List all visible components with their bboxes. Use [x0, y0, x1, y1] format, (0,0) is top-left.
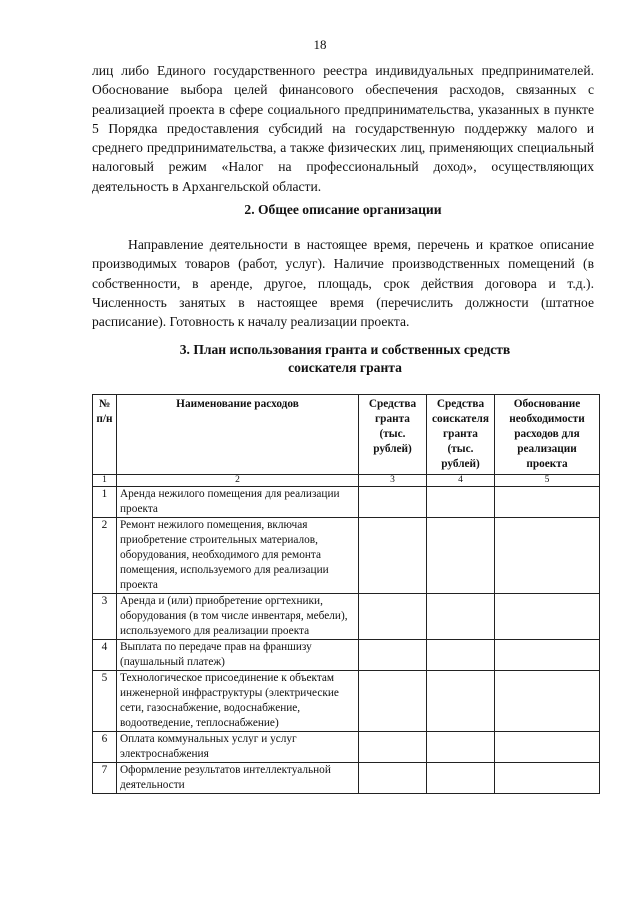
expense-name: Аренда нежилого помещения для реализации проекта [117, 487, 359, 518]
row-number: 7 [93, 763, 117, 794]
expense-name: Аренда и (или) приобретение оргтехники, оборудования (в том числе инвентаря, мебели), используемого для реализации проекта [117, 594, 359, 640]
justification-cell[interactable] [495, 518, 600, 594]
row-number: 4 [93, 640, 117, 671]
table-header-row [93, 395, 600, 475]
column-number: 3 [359, 475, 427, 487]
applicant-funds-cell[interactable] [427, 640, 495, 671]
section-3-title [150, 341, 540, 377]
justification-cell[interactable] [495, 640, 600, 671]
table-row [93, 763, 600, 794]
expense-name: Технологическое присоединение к объектам инженерной инфраструктуры (электрические сети, газоснабжение, водоснабжение, водоотведение, теплоснабжение) [117, 671, 359, 732]
grant-funds-cell[interactable] [359, 518, 427, 594]
applicant-funds-cell[interactable] [427, 671, 495, 732]
expense-name: Выплата по передаче прав на франшизу (паушальный платеж) [117, 640, 359, 671]
justification-cell[interactable] [495, 732, 600, 763]
grant-funds-cell[interactable] [359, 487, 427, 518]
grant-funds-cell[interactable] [359, 732, 427, 763]
grant-funds-cell[interactable] [359, 763, 427, 794]
expense-name: Ремонт нежилого помещения, включая приобретение строительных материалов, оборудования, необходимого для ремонта помещения, используемого для реализации проекта [117, 518, 359, 594]
applicant-funds-cell[interactable] [427, 763, 495, 794]
applicant-funds-cell[interactable] [427, 518, 495, 594]
grant-funds-cell[interactable] [359, 640, 427, 671]
justification-cell[interactable] [495, 671, 600, 732]
table-row [93, 594, 600, 640]
header-number: № п/н [93, 395, 117, 475]
applicant-funds-cell[interactable] [427, 594, 495, 640]
table-row [93, 671, 600, 732]
section-2-text: Направление деятельности в настоящее время, перечень и краткое описание производимых товаров (работ, услуг). Наличие производственных помещений (в собственности, в аренде, другое, площадь, срок действия договора и т.д.). Численность занятых в настоящее время (перечислить должности (штатное расписание). Готовность к началу реализации проекта. [92, 237, 594, 330]
section-3-title-line-2: соискателя гранта [288, 360, 402, 375]
row-number: 2 [93, 518, 117, 594]
applicant-funds-cell[interactable] [427, 732, 495, 763]
header-applicant-funds: Средства соискателя гранта (тыс. рублей) [427, 395, 495, 475]
header-expense-name: Наименование расходов [117, 395, 359, 475]
grant-usage-table [92, 394, 600, 794]
table-row [93, 518, 600, 594]
column-number: 1 [93, 475, 117, 487]
row-number: 5 [93, 671, 117, 732]
justification-cell[interactable] [495, 763, 600, 794]
expense-name: Оформление результатов интеллектуальной деятельности [117, 763, 359, 794]
table-row [93, 640, 600, 671]
page-number: 18 [313, 37, 327, 52]
column-number-row [93, 475, 600, 487]
intro-paragraph: лиц либо Единого государственного реестра индивидуальных предпринимателей. Обоснование выбора целей финансового обеспечения расходов, связанных с реализацией проекта в сфере социального предпринимательства, указанных в пункте 5 Порядка предоставления субсидий на государственную поддержку малого и среднего предпринимательства, а также физических лиц, применяющих специальный налоговый режим «Налог на профессиональный доход», осуществляющих деятельность в Архангельской области. [92, 63, 594, 194]
column-number: 2 [117, 475, 359, 487]
section-3-title-line-1: 3. План использования гранта и собственных средств [179, 342, 511, 357]
justification-cell[interactable] [495, 487, 600, 518]
row-number: 6 [93, 732, 117, 763]
row-number: 1 [93, 487, 117, 518]
grant-funds-cell[interactable] [359, 671, 427, 732]
applicant-funds-cell[interactable] [427, 487, 495, 518]
table-row [93, 487, 600, 518]
justification-cell[interactable] [495, 594, 600, 640]
column-number: 5 [495, 475, 600, 487]
section-2-title: 2. Общее описание организации [244, 202, 442, 217]
row-number: 3 [93, 594, 117, 640]
grant-funds-cell[interactable] [359, 594, 427, 640]
table-row [93, 732, 600, 763]
header-grant-funds: Средства гранта (тыс. рублей) [359, 395, 427, 475]
expense-name: Оплата коммунальных услуг и услуг электроснабжения [117, 732, 359, 763]
header-justification: Обоснование необходимости расходов для реализации проекта [495, 395, 600, 475]
column-number: 4 [427, 475, 495, 487]
